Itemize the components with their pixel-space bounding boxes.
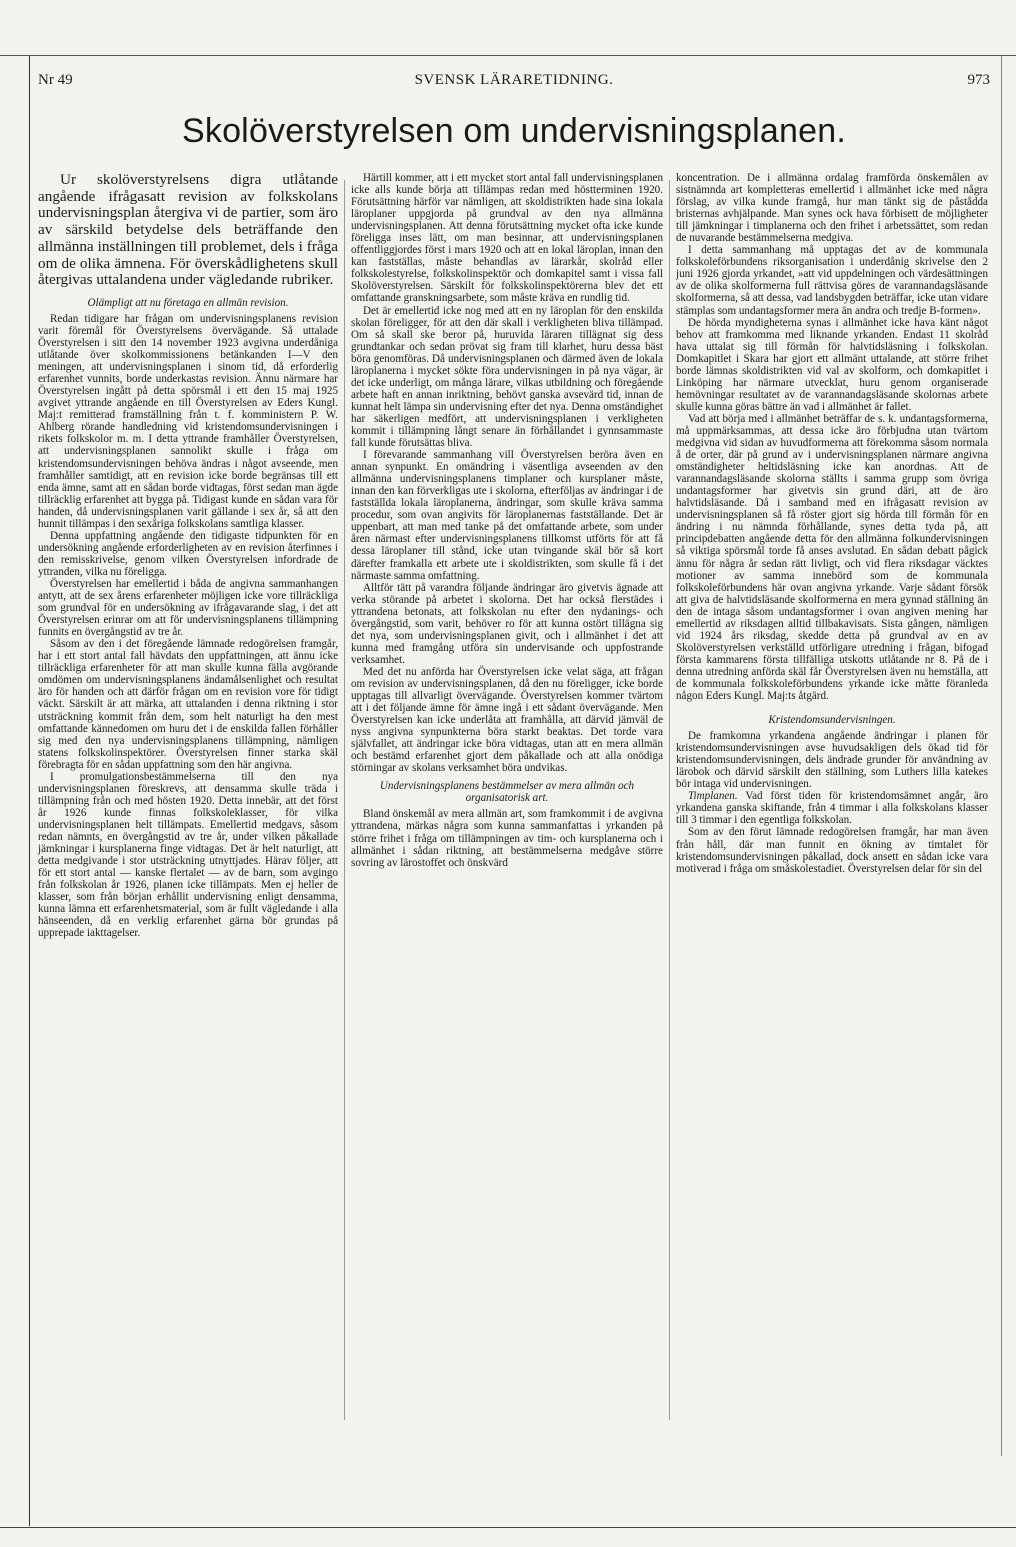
paragraph: I detta sammanhang må upptagas det av de kommunala folkskoleförbundens riksorganisation i underdånig skrivelse den 2 juni 1926 gjorda yrkandet, »att vid uppdelningen och värdesättningen av de olika skolformerna full rättvisa göres de varannandagsläsande skolformerna, så att dessa, vad landsbygden beträffar, icke utan vidare stämplas som undantagsformer mera än andra och tredje B-formen». [676, 244, 988, 317]
paragraph: Med det nu anförda har Överstyrelsen icke velat säga, att frågan om revision av undervisningsplanen, då den nu föreligger, icke borde upptagas till allvarligt övervägande. Överstyrelsen kommer tvärtom att i det följande ämne för ämne ingå i ett sådant övervägande. Men Överstyrelsen kan icke underlåta att framhålla, att därvid jämväl de nyss angivna synpunkterna böra starkt beaktas. Det torde vara självfallet, att ändringar icke böra vidtagas, utan att en mera allmän och bestämd erfarenhet gjort dem påkallade och att alla onödiga störningar av skolans verksamhet böra undvikas. [351, 665, 663, 775]
paragraph: Denna uppfattning angående den tidigaste tidpunkten för en undersökning angående erforderligheten av en revision återfinnes i den remisskrivelse, genom vilken Överstyrelsen infordrade de yttranden, vilka nu föreligga. [38, 529, 338, 578]
paragraph-text: Vad först tiden för kristendomsämnet angår, äro yrkandena ganska skiftande, från 4 timmar i alla folkskolans klasser till 3 timmar i den egentliga folkskolan. [676, 790, 988, 827]
paragraph: Det är emellertid icke nog med att en ny läroplan för den enskilda skolan föreligger, för att den där skall i verkligheten bliva tillämpad. Om så skall ske beror på, huruvida läraren tillägnat sig dess grundtankar och sedan prövat sig fram till klarhet, huru dessa bäst böra genomföras. Då undervisningsplanen och därmed även de lokala läroplanerna i mycket sökte föra undervisningen in på nya vägar, är det icke underligt, om många lärare, vilkas utbildning och föregående arbete haft en annan inriktning, behövt ganska avsevärd tid, innan de kunnat helt lämpa sin undervisning efter det nya. Denna omständighet har säkerligen medfört, att undervisningsplanen i verkligheten kommit i tillämpning långt senare än förhållandet i gynnsammaste fall kunde förutsättas bliva. [351, 304, 663, 450]
page-number: 973 [967, 72, 990, 88]
top-rule [0, 55, 1016, 56]
bottom-rule [0, 1527, 1016, 1528]
paragraph: I förevarande sammanhang vill Överstyrelsen beröra även en annan synpunkt. En omändring i väsentliga avseenden av den allmänna undervisningsplanens timplaner och kursplaner måste, innan den kan förverkligas ute i skolorna, efterföljas av ändringar i de fastställda lokala läroplanerna, ändringar, som skulle kräva samma procedur, som ovan angivits för läroplanernas fastställande. Det är uppenbart, att man med tanke på det omfattande arbete, som under åren närmast efter undervisningsplanens tillkomst utförts för att få dessa läroplaner till stånd, icke utan tvingande skäl bör så kort därefter framkalla ett arbete ute i skoldistrikten, som skulle få i det närmaste samma omfattning. [351, 449, 663, 582]
paragraph: koncentration. De i allmänna ordalag framförda önskemålen av sistnämnda art kompletteras emellertid i allmänhet icke med några förslag, av vilka kunde framgå, hur man tänkt sig de påstådda bristernas avhjälpande. Man synes ock hava förbisett de möjligheter till jämkningar i timplanerna och den frihet i arbetssättet, som redan de nuvarande bestämmelserna medgiva. [676, 172, 988, 245]
inline-subheading: Timplanen. [688, 790, 738, 803]
issue-number: Nr 49 [38, 72, 73, 88]
column-2 [351, 172, 663, 869]
paragraph: De framkomna yrkandena angående ändringar i planen för kristendomsundervisningen avse huvudsakligen dels ökad tid för kristendomsundervisningen, dels ändrade grunder för användning av lärobok och därvid särskilt den ställning, som Luthers lilla katekes bör intaga vid undervisningen. [676, 730, 988, 791]
paragraph: De hörda myndigheterna synas i allmänhet icke hava känt något behov att framkomma med liknande yrkanden. Endast 11 skolråd hava uttalat sig till förmån för halvtidsläsning i folkskolan. Domkapitlet i Skara har gjort ett allmänt uttalande, att större frihet borde lämnas skoldistrikten vid val av skolform, och domkapitlet i Linköping har närmare utvecklat, huru genom organiserade hemövningar resultatet av de varannandagsläsande skolornas arbete skulle kunna göras bättre än vad i allmänhet är fallet. [676, 316, 988, 413]
left-margin-rule [29, 56, 30, 1526]
subheading: Kristendomsundervisningen. [768, 714, 896, 727]
paragraph: Såsom av den i det föregående lämnade redogörelsen framgår, har i ett stort antal fall hävdats den uppfattningen, att ännu icke tillräckliga erfarenheter för att man skulle kunna fälla avgörande omdömen om undervisningsplanens ändamålsenlighet och resultat äro för handen och att därför frågan om en revision vore för tidigt väckt. Särskilt är att märka, att uttalanden i denna riktning i stor utsträckning kommit från dem, som helt naturligt ha den mest omfattande kännedomen om huru det i de enskilda fallen förhåller sig med den nya undervisningsplanens tillämpning, nämligen statens folkskolinspektörer. Överstyrelsen finner starka skäl förebragta för en sådan uppfattning som den här angivna. [38, 638, 338, 771]
paragraph: Överstyrelsen har emellertid i båda de angivna sammanhangen antytt, att de sex årens erfarenheter möjligen icke vore tillräckliga som grundval för en undersökning av ifrågavarande slag, i det att Överstyrelsen erinrar om att för undervisningsplanens tillämpning funnits en övergångstid av tre år. [38, 578, 338, 639]
paragraph: Vad att börja med i allmänhet beträffar de s. k. undantagsformerna, må uppmärksammas, att dessa icke äro förbjudna utan tvärtom medgivna vid sidan av huvudformerna att förekomma såsom normala å de orter, där på grund av i undervisningsplanen närmare angivna omständigheter heltidsläsning icke kan anordnas. Att de varannandagsläsande skolorna ställts i samma grupp som övriga undantagsformer har givetvis sin grund däri, att de äro halvtidsläsande. Då i samband med en ifrågasatt revision av undervisningsplanen så få röster gjort sig hörda till förmån för en ändring i nu nämnda förhållande, synes detta tyda på, att principdebatten angående detta för den allmänna folkundervisningen så viktiga spörsmål torde få anses avslutad. En sådan debatt pågick ännu för några år sedan rätt livligt, och vid flera riksdagar väcktes motioner av samma innebörd som de kommunala folkskoleförbundens här ovan angivna yrkande. Varje sådant försök att giva de halvtidsläsande skolformerna en mera gynnad ställning än den de intaga såsom undantagsformer i ovan angiven mening har emellertid av riksdagen alltid tillbakavisats. Sista gången, nämligen vid 1924 års riksdag, skedde detta på grundval av en av Skolöverstyrelsen verkställd utförligare utredning i frågan, bifogad första kammarens första tillfälliga utskotts utlåtande nr 8. På de i denna utredning anförda skäl får Överstyrelsen även nu hemställa, att de kommunala folkskoleförbundens yrkande icke måtte föranleda någon Eders Kungl. Maj:ts åtgärd. [676, 412, 988, 703]
right-margin-rule [1001, 56, 1002, 1456]
subheading: Olämpligt att nu företaga en allmän revision. [87, 296, 289, 309]
paragraph [676, 790, 988, 826]
lead-paragraph: Ur skolöverstyrelsens digra utlåtande angående ifrågasatt revision av folkskolans undervisningsplan återgiva vi de partier, som äro av särskild betydelse dels beträffande den allmänna inställningen till problemet, dels i fråga om de olika ämnena. För överskådlighetens skull återgivas uttalandena under vägledande rubriker. [38, 171, 338, 289]
subheading: Undervisningsplanens bestämmelser av mera allmän och organisatorisk art. [379, 780, 635, 805]
column-1 [38, 172, 338, 939]
column-divider [344, 180, 345, 1420]
column-divider [669, 180, 670, 1420]
running-header [38, 72, 990, 96]
publication-name: SVENSK LÄRARETIDNING. [414, 72, 614, 88]
paragraph: Bland önskemål av mera allmän art, som framkommit i de avgivna yttrandena, märkas några som kunna sammanfattas i yrkanden på större frihet i fråga om tillämpningen av tim- och kursplanerna och i allmänhet i sådan riktning, att bestämmelserna medgåve större sovring av lärostoffet och önskvärd [351, 808, 663, 869]
paragraph: I promulgationsbestämmelserna till den nya undervisningsplanen föreskrevs, att densamma skulle träda i tillämpning från och med hösten 1920. Detta innebär, att det först år 1926 kunde finnas folkskoleklasser, för vilka undervisningsplanen helt tillämpats. Emellertid medgavs, såsom redan nämnts, en övergångstid av tre år, under vilken påkallade jämkningar i kursplanerna finge vidtagas. Det är helt naturligt, att detta medgivande i stor utsträckning utnyttjades. Härav följer, att för ett stort antal — kanske flertalet — av de barn, som avgingo från folkskolan år 1926, planen icke tillämpats. Men ej heller de klasser, som från början erhållit undervisning enligt densamma, kunna lämna ett erfarenhetsmaterial, som är fullt vägledande i alla hänseenden, då en verklig erfarenhet gärna bör grundas på upprepade iakttagelser. [38, 770, 338, 940]
article-title: Skolöverstyrelsen om undervisningsplanen. [182, 112, 846, 150]
paragraph: Härtill kommer, att i ett mycket stort antal fall undervisningsplanen icke alls kunde börja att tillämpas redan med höstterminen 1920. Förutsättning härför var nämligen, att skoldistrikten hade sina lokala läroplaner uppgjorda på grundval av den nya allmänna undervisningsplanen. Att denna förutsättning mycket ofta icke kunde föreligga inses lätt, om man besinnar, att undervisningsplanen offentliggjordes först i mars 1920 och att en lokal läroplan, innan den kan fastställas, måste behandlas av lärarkår, skolråd eller folkskolestyrelse, folkskolinspektör och domkapitel samt i vissa fall Skolöverstyrelsen. Särskilt för folkskolinspektörerna blev det ett omfattande granskningsarbete, som måste kräva en rundlig tid. [351, 172, 663, 305]
column-3 [676, 172, 988, 875]
paragraph: Redan tidigare har frågan om undervisningsplanens revision varit föremål för Överstyrelsens övervägande. Så uttalade Överstyrelsen i sitt den 14 november 1923 avgivna underdåniga utlåtande över skolkommissionens betänkanden I—V den meningen, att undervisningsplanen i sinom tid, då erforderlig erfarenhet vunnits, borde underkastas revision. Ännu närmare har Överstyrelsen ingått på detta spörsmål i ett den 15 maj 1925 avgivet yttrande angående en till Överstyrelsen av Eders Kungl. Maj:t remitterad framställning från t. f. komministern P. W. Ahlberg rörande handledning vid kristendomsundervisningen i rikets folkskolor m. m. I detta yttrande framhåller Överstyrelsen, att undervisningsplanen sannolikt skulle i fråga om kristendomsundervisningen behöva ändras i något avseende, men framhåller samtidigt, att en revision icke borde begränsas till ett enda ämne, samt att en sådan borde vidtagas, först sedan man ägde tillräcklig erfarenhet att bygga på. Tidigast kunde en sådan vara för handen, då undervisningsplanen varit gällande i sex år, så att den hunnit tillämpas i den sexåriga folkskolans samtliga klasser. [38, 312, 338, 530]
paragraph: Alltför tätt på varandra följande ändringar äro givetvis ägnade att verka störande på arbetet i skolorna. Det har också flerstädes i yttrandena betonats, att folkskolan nu efter den nydanings- och övergångstid, som varit, behöver ro för att kunna ostört tillägna sig det nya, som undervisningsplanen givit, och i allmänhet i det att kunna med framgång utföra sin undervisande och uppfostrande verksamhet. [351, 581, 663, 666]
paragraph: Som av den förut lämnade redogörelsen framgår, har man även från håll, där man funnit en ökning av timtalet för kristendomsundervisningen påkallad, dock ansett en sådan icke vara motiverad i fråga om småskolestadiet. Överstyrelsen delar för sin del [676, 826, 988, 875]
